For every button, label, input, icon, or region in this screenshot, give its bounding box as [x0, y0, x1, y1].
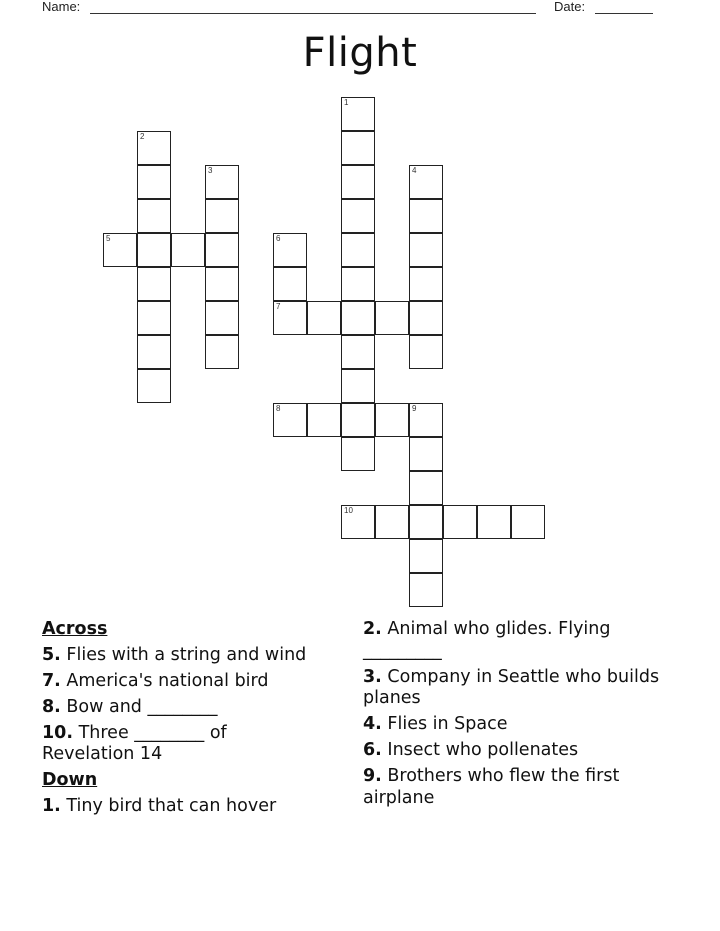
clue-across-10: 10. Three ________ of Revelation 14	[42, 722, 227, 764]
grid-cell[interactable]	[341, 505, 375, 539]
grid-cell[interactable]	[137, 233, 171, 267]
grid-cell[interactable]	[205, 301, 239, 335]
clue-across-5: 5. Flies with a string and wind	[42, 644, 307, 665]
grid-cell[interactable]	[205, 165, 239, 199]
clues-left-column	[42, 619, 342, 822]
grid-cell[interactable]	[409, 539, 443, 573]
down-heading: Down	[42, 770, 98, 790]
grid-cell[interactable]	[341, 233, 375, 267]
grid-cell[interactable]	[273, 301, 307, 335]
grid-cell[interactable]	[137, 165, 171, 199]
grid-cell[interactable]	[137, 335, 171, 369]
grid-cell[interactable]	[341, 403, 375, 437]
grid-cell[interactable]	[409, 335, 443, 369]
clue-number-label: 10	[344, 506, 353, 515]
grid-cell[interactable]	[171, 233, 205, 267]
clue-number-label: 4	[412, 166, 417, 175]
clue-across-8: 8. Bow and ________	[42, 696, 218, 717]
puzzle-title: Flight	[302, 30, 418, 76]
grid-cell[interactable]	[477, 505, 511, 539]
grid-cell[interactable]	[375, 505, 409, 539]
clue-down-9: 9. Brothers who flew the first airplane	[363, 766, 620, 808]
grid-cell[interactable]	[341, 369, 375, 403]
grid-cell[interactable]	[341, 199, 375, 233]
grid-cell[interactable]	[137, 369, 171, 403]
grid-cell[interactable]	[205, 335, 239, 369]
across-heading: Across	[42, 619, 108, 639]
clue-down-1: 1. Tiny bird that can hover	[42, 795, 277, 816]
grid-cell[interactable]	[409, 165, 443, 199]
clue-number-label: 5	[106, 234, 111, 243]
grid-cell[interactable]	[341, 267, 375, 301]
grid-cell[interactable]	[273, 403, 307, 437]
grid-cell[interactable]	[273, 267, 307, 301]
grid-cell[interactable]	[375, 403, 409, 437]
grid-cell[interactable]	[341, 437, 375, 471]
grid-cell[interactable]	[409, 403, 443, 437]
name-label: Name:	[42, 0, 81, 14]
grid-cell[interactable]	[409, 471, 443, 505]
clue-down-2: 2. Animal who glides. Flying _________	[363, 619, 611, 661]
grid-cell[interactable]	[137, 267, 171, 301]
grid-cell[interactable]	[511, 505, 545, 539]
clue-number-label: 6	[276, 234, 281, 243]
clue-number-label: 9	[412, 404, 417, 413]
grid-cell[interactable]	[341, 335, 375, 369]
grid-cell[interactable]	[409, 267, 443, 301]
grid-cell[interactable]	[375, 301, 409, 335]
clue-number-label: 8	[276, 404, 281, 413]
grid-cell[interactable]	[409, 505, 443, 539]
grid-cell[interactable]	[103, 233, 137, 267]
clue-across-7: 7. America's national bird	[42, 670, 269, 691]
grid-cell[interactable]	[205, 199, 239, 233]
across-clue-list	[42, 645, 342, 766]
grid-cell[interactable]	[205, 233, 239, 267]
grid-cell[interactable]	[307, 301, 341, 335]
grid-cell[interactable]	[341, 301, 375, 335]
grid-cell[interactable]	[409, 573, 443, 607]
clue-down-4: 4. Flies in Space	[363, 714, 508, 734]
grid-cell[interactable]	[137, 301, 171, 335]
clue-number-label: 2	[140, 132, 145, 141]
date-label: Date:	[554, 0, 586, 14]
grid-cell[interactable]	[137, 131, 171, 165]
grid-cell[interactable]	[137, 199, 171, 233]
grid-cell[interactable]	[341, 97, 375, 131]
clue-number-label: 7	[276, 302, 281, 311]
clue-down-6: 6. Insect who pollenates	[363, 740, 579, 760]
grid-cell[interactable]	[273, 233, 307, 267]
grid-cell[interactable]	[409, 199, 443, 233]
clue-number-label: 3	[208, 166, 213, 175]
grid-cell[interactable]	[341, 131, 375, 165]
grid-cell[interactable]	[341, 165, 375, 199]
grid-cell[interactable]	[443, 505, 477, 539]
grid-cell[interactable]	[409, 301, 443, 335]
clue-down-3: 3. Company in Seattle who builds planes	[363, 666, 660, 708]
grid-cell[interactable]	[205, 267, 239, 301]
grid-cell[interactable]	[409, 233, 443, 267]
clue-number-label: 1	[344, 98, 349, 107]
grid-cell[interactable]	[307, 403, 341, 437]
grid-cell[interactable]	[409, 437, 443, 471]
clues-right-column	[363, 619, 663, 814]
